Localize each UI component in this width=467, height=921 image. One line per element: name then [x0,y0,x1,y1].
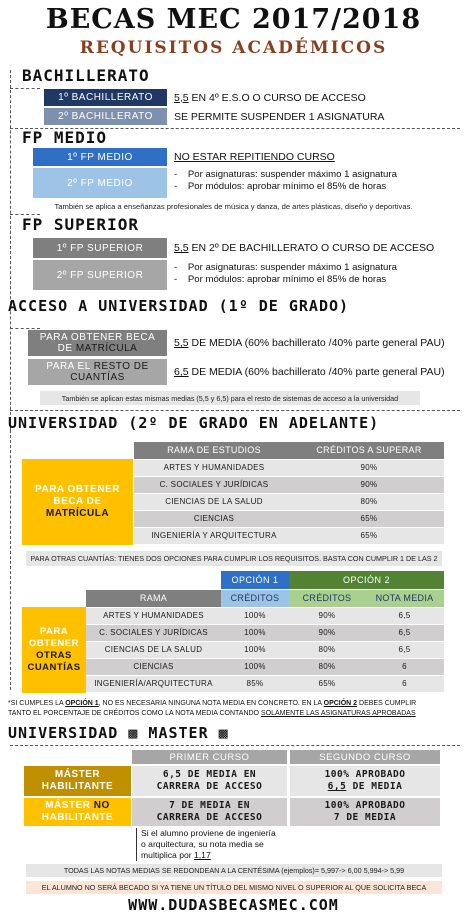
footnote-c: , NO ES NECESARIA NINGUNA NOTA MEDIA EN CONCRETO. EN LA [98,700,324,707]
opciones-note: PARA OTRAS CUANTÍAS: TIENES DOS OPCIONES PARA CUMPLIR LOS REQUISITOS. BASTA CON CUMPLIR 1 DE LAS 2 [26,551,442,566]
matricula-creditos: 80% [294,493,444,510]
matricula-rama: C. SOCIALES Y JURÍDICAS [134,476,294,493]
matricula-rama: CIENCIAS [134,510,294,527]
matricula-label-b: BECA DE [53,496,102,507]
titulo-note: EL ALUMNO NO SERÁ BECADO SI YA TIENE UN TÍTULO DEL MISMO NIVEL O SUPERIOR AL QUE SOLICITA BECA [26,881,442,894]
otras-cred2: 90% [289,624,365,641]
otras-cred1: 85% [221,675,289,692]
acceso-cuantias-label [28,359,167,385]
matricula-th-creditos: CRÉDITOS A SUPERAR [294,442,444,459]
master-habilitante-primer [132,766,287,796]
master-th-primer: PRIMER CURSO [132,750,287,764]
fpmedio-bullet-2: - Por módulos: aprobar mínimo el 85% de horas [174,181,387,192]
fpsup-2-bullets [174,262,397,286]
otras-th-rama: RAMA [86,590,221,607]
footnote-f: TANTO EL PORCENTAJE DE CRÉDITOS COMO LA NOTA MEDIA CONTANDO [8,710,261,717]
table-row [86,658,444,675]
table-row [86,607,444,624]
opciones-footnote [8,699,463,719]
left-connector-line-2 [10,430,11,690]
bach-1-text [174,89,366,106]
master-h-c2-c: DE MEDIA [346,781,403,792]
bach-2-label: 2º BACHILLERATO [44,108,167,125]
acceso-cuantias-text [174,359,445,385]
master-note-d: 1,17 [194,850,211,860]
divider-universidad [10,410,460,411]
otras-nota: 6 [365,675,444,692]
table-row [86,675,444,692]
bach-1-label: 1º BACHILLERATO [44,89,167,106]
matricula-label-c: MATRÍCULA [45,508,110,519]
table-row [134,510,444,527]
connector-acceso [10,328,40,329]
acceso-matricula-rest: DE MEDIA (60% bachillerato /40% parte general PAU) [188,337,445,349]
otras-nota: 6,5 [365,607,444,624]
master-nohab-a: MÁSTER [45,800,94,811]
master-th-segundo: SEGUNDO CURSO [290,750,440,764]
footnote-e: DEBES CUMPLIR [357,700,417,707]
bach-2-text: SE PERMITE SUSPENDER 1 ASIGNATURA [174,110,385,123]
otras-label-a: PARA [39,626,69,637]
master-h-c1-b: CARRERA DE ACCESO [156,781,263,792]
master-nh-c1-b: CARRERA DE ACCESO [156,812,263,823]
fpsup-1-rest: EN 2º DE BACHILLERATO O CURSO DE ACCESO [188,242,435,254]
master-h-c2-b: 6,5 [327,781,347,792]
otras-cuantias-table [86,590,444,693]
otras-cred1: 100% [221,624,289,641]
matricula-th-rama: RAMA DE ESTUDIOS [134,442,294,459]
opcion-2-header: OPCIÓN 2 [289,571,444,589]
otras-cred2: 80% [289,658,365,675]
section-universidad: UNIVERSIDAD (2º DE GRADO EN ADELANTE) [8,414,380,432]
acceso-matricula-grade: 5,5 [174,337,189,349]
otras-nota: 6,5 [365,624,444,641]
master-no-habilitante-primer [132,798,287,826]
page-title: BECAS MEC 2017/2018 [45,4,422,35]
acceso-cuantias-label-c: CUANTÍAS [70,372,125,383]
fpmedio-note: También se aplica a enseñanzas profesionales de música y danza, de artes plásticas, diseño y deportivas. [54,202,413,211]
website-footer: WWW.DUDASBECASMEC.COM [128,896,339,914]
master-h-c1-a: 6,5 DE MEDIA EN [162,769,257,780]
fpmedio-bullet-1: - Por asignaturas: suspender máximo 1 asignatura [174,169,397,180]
matricula-label [22,459,133,545]
footnote-opcion2: OPCIÓN 2 [323,700,358,707]
master-nh-c2-b: 7 DE MEDIA [333,812,397,823]
fpsup-2-label: 2º FP SUPERIOR [33,260,167,290]
otras-th-creditos-2: CRÉDITOS [289,590,365,607]
matricula-table [134,442,444,545]
left-connector-line [10,70,11,430]
acceso-cuantias-label-b: RESTO DE [93,361,149,372]
otras-label-b: OBTENER [29,638,79,649]
otras-rama: CIENCIAS [86,658,221,675]
matricula-rama: CIENCIAS DE LA SALUD [134,493,294,510]
table-row [86,624,444,641]
redondeo-note: TODAS LAS NOTAS MEDIAS SE REDONDEAN A LA CENTÉSIMA (ejemplos)= 5,997-> 6,00 5,994-> 5,99 [26,864,442,877]
otras-label-d: CUANTÍAS [27,662,81,673]
matricula-label-a: PARA OBTENER [35,484,120,495]
master-no-habilitante-label [24,798,131,826]
otras-rama: INGENIERÍA/ARQUITECTURA [86,675,221,692]
acceso-matricula-label-b: DE [57,343,76,354]
otras-rama: C. SOCIALES Y JURÍDICAS [86,624,221,641]
otras-cuantias-label [22,607,86,693]
fpsup-1-text [174,238,434,258]
acceso-cuantias-label-a: PARA EL [46,361,94,372]
section-master: UNIVERSIDAD ▩ MASTER ▩ [8,724,229,742]
matricula-creditos: 90% [294,476,444,493]
otras-rama: CIENCIAS DE LA SALUD [86,641,221,658]
master-nh-c1-a: 7 DE MEDIA EN [169,800,250,811]
acceso-cuantias-grade: 6,5 [174,366,189,378]
otras-rama: ARTES Y HUMANIDADES [86,607,221,624]
bach-1-grade: 5,5 [174,91,189,104]
footnote-opcion1: OPCIÓN 1 [65,700,99,707]
master-nohab-b: NO [93,800,110,811]
matricula-rama: INGENIERÍA Y ARQUITECTURA [134,527,294,544]
master-note-b: o arquitectura, su nota media se [141,839,264,849]
acceso-matricula-label [28,330,167,356]
section-acceso-universidad: ACCESO A UNIVERSIDAD (1º DE GRADO) [8,297,350,315]
matricula-creditos: 65% [294,510,444,527]
master-habilitante-a: MÁSTER [54,769,101,780]
otras-nota: 6 [365,658,444,675]
master-no-habilitante-segundo [290,798,440,826]
matricula-creditos: 90% [294,459,444,476]
divider-master [10,745,460,746]
fpmedio-2-label: 2º FP MEDIO [33,168,167,198]
bach-1-rest: EN 4º E.S.O O CURSO DE ACCESO [188,91,366,104]
master-ingenieria-note [136,828,276,861]
master-nh-c2-a: 100% APROBADO [324,800,406,811]
fpmedio-1-label: 1º FP MEDIO [33,148,167,166]
master-habilitante-label [24,766,131,796]
master-note-c: multiplica por [141,850,195,860]
fpsup-1-label: 1º FP SUPERIOR [33,238,167,258]
matricula-creditos: 65% [294,527,444,544]
acceso-cuantias-rest: DE MEDIA (60% bachillerato /40% parte general PAU) [188,366,445,378]
acceso-note: También se aplican estas mismas medias (5,5 y 6,5) para el resto de sistemas de acceso a la universidad [40,391,420,405]
table-row [134,476,444,493]
footnote-g: SOLAMENTE LAS ASIGNATURAS APROBADAS [260,710,416,717]
master-habilitante-segundo [290,766,440,796]
page-subtitle: REQUISITOS ACADÉMICOS [79,38,388,58]
table-row [86,641,444,658]
section-fp-medio: FP MEDIO [22,128,108,147]
master-nohab-c: HABILITANTE [41,812,114,823]
acceso-matricula-text [174,330,445,356]
acceso-matricula-label-c: MATRÍCULA [75,343,138,354]
fpsup-bullet-2: - Por módulos: aprobar mínimo el 85% de horas [174,274,387,285]
otras-cred2: 90% [289,607,365,624]
otras-nota: 6,5 [365,641,444,658]
otras-cred1: 100% [221,658,289,675]
otras-th-creditos-1: CRÉDITOS [221,590,289,607]
matricula-rama: ARTES Y HUMANIDADES [134,459,294,476]
table-row [134,493,444,510]
connector-bach [10,88,40,89]
footnote-a: *SI CUMPLES LA [8,700,66,707]
section-fp-superior: FP SUPERIOR [22,215,139,234]
acceso-matricula-label-a: PARA OBTENER BECA [39,332,156,343]
otras-cred2: 80% [289,641,365,658]
fpsup-1-grade: 5,5 [174,242,189,254]
otras-cred1: 100% [221,641,289,658]
otras-th-nota: NOTA MEDIA [365,590,444,607]
fpsup-bullet-1: - Por asignaturas: suspender máximo 1 asignatura [174,262,397,273]
otras-cred2: 65% [289,675,365,692]
master-note-a: Si el alumno proviene de ingeniería [141,828,276,838]
otras-cred1: 100% [221,607,289,624]
master-habilitante-b: HABILITANTE [41,781,114,792]
fpmedio-1-text: NO ESTAR REPITIENDO CURSO [174,151,335,163]
fpmedio-2-bullets [174,169,397,193]
otras-label-c: OTRAS [36,650,72,661]
section-bachillerato: BACHILLERATO [22,66,150,85]
table-row [134,527,444,544]
opcion-1-header: OPCIÓN 1 [221,571,289,589]
table-row [134,459,444,476]
master-h-c2-a: 100% APROBADO [324,769,406,780]
